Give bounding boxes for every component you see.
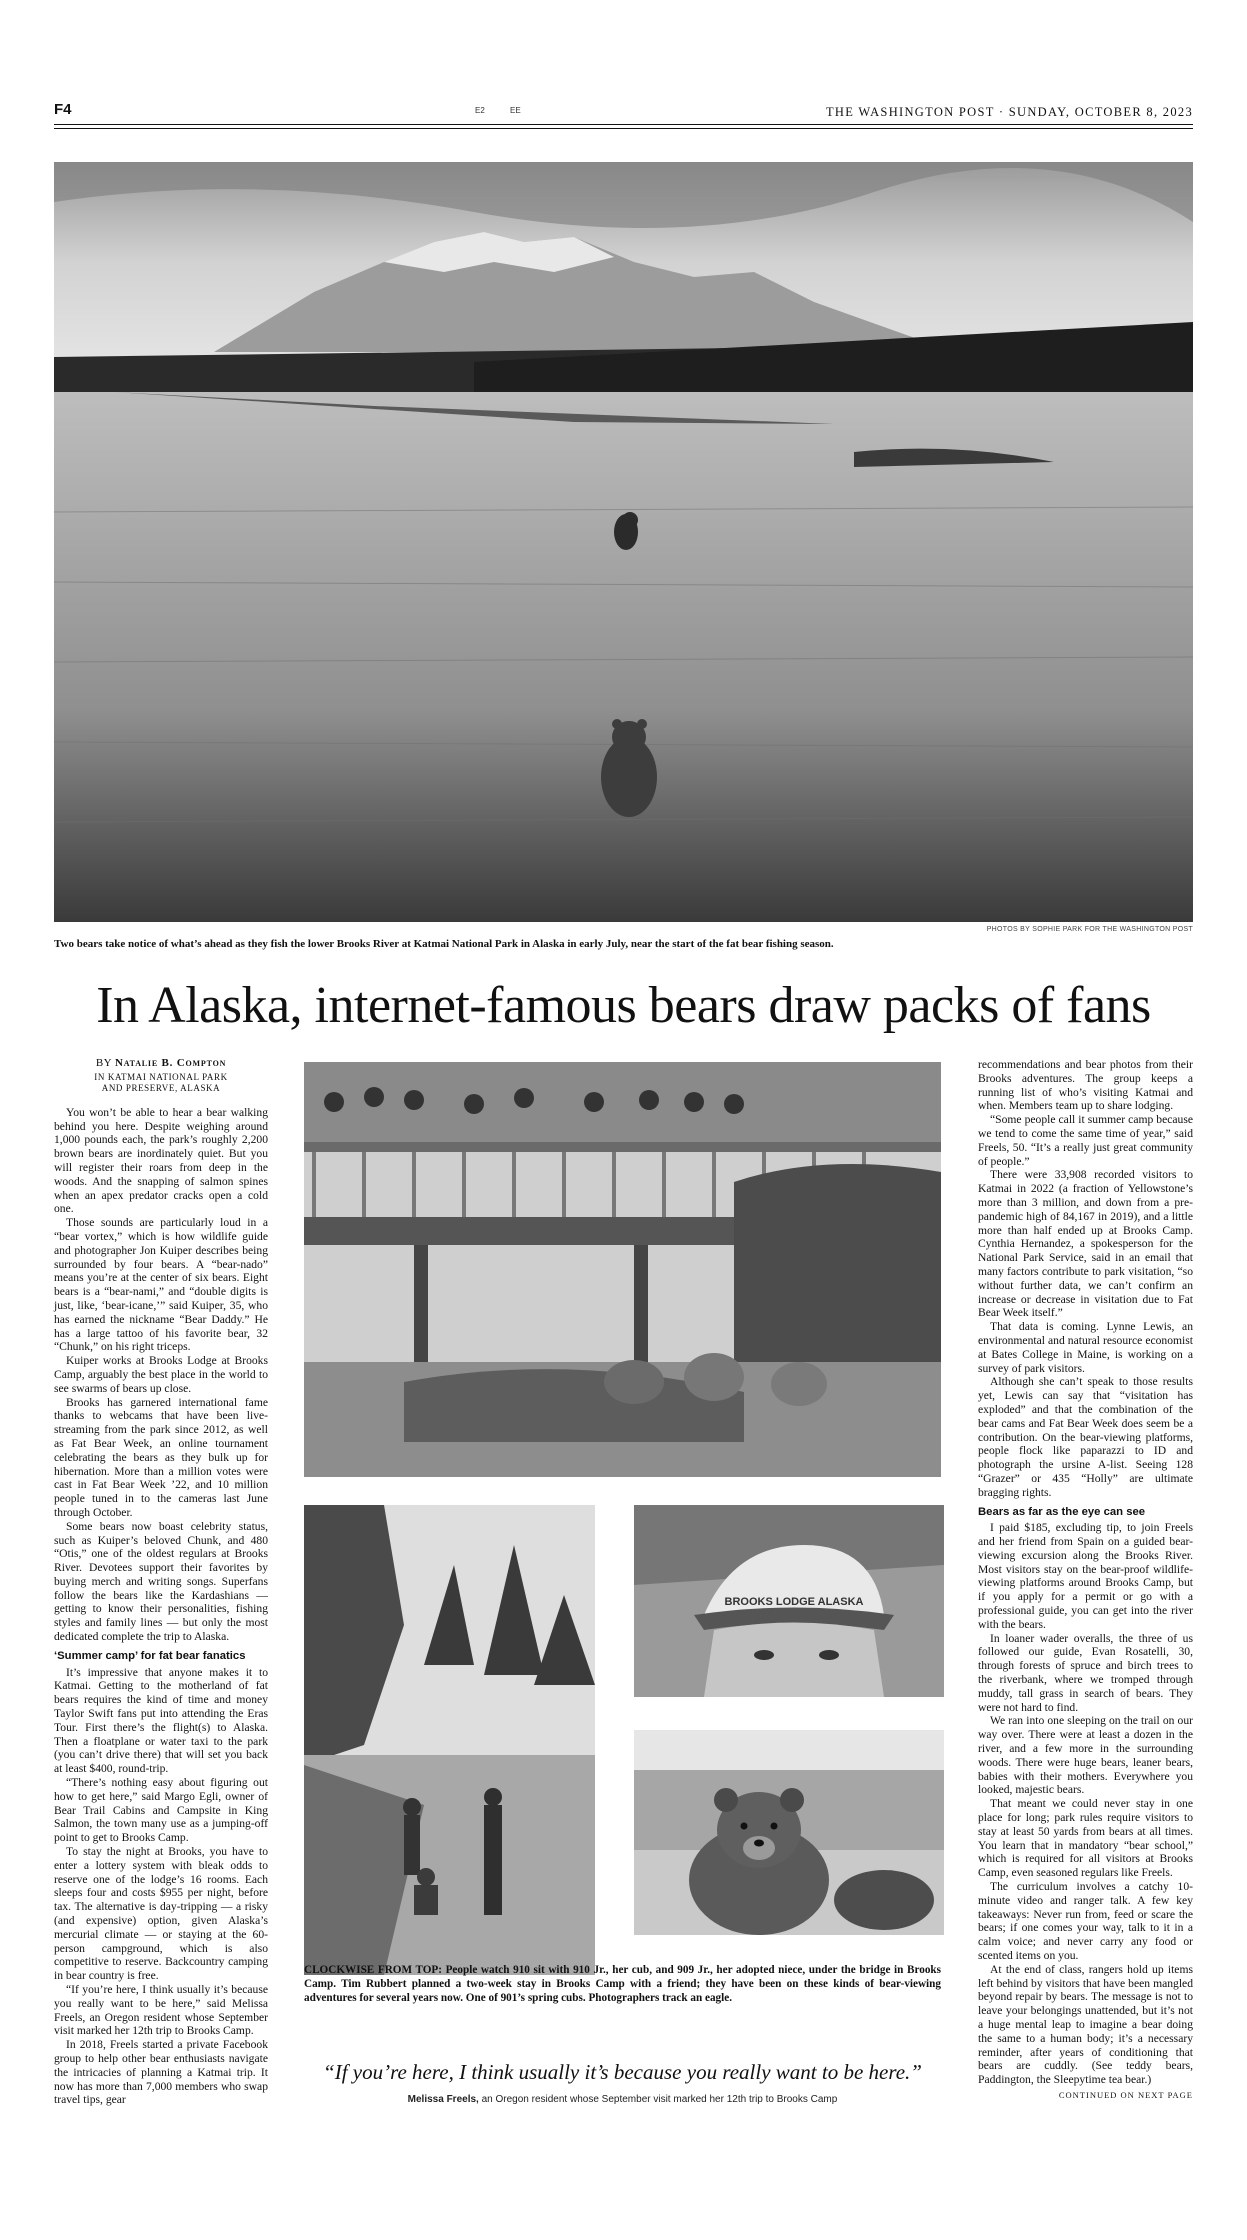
continued-notice: CONTINUED ON NEXT PAGE <box>1058 2089 1193 2100</box>
paragraph: To stay the night at Brooks, you have to enter a lottery system with bleak odds to reserve one of the lodge’s 16 rooms. Each sleeps four and costs $955 per night, before tax. The alternative is day-tripping — a risky (and expensive) option, given Alaska’s mercurial climate — or staying at the 60-person campground, which is also competitive to reserve. Backcountry camping in bear country is free. <box>54 1845 268 1983</box>
paragraph: It’s impressive that anyone makes it to Katmai. Getting to the motherland of fat bears requires the kind of time and money Taylor Swift fans put into attending the Eras Tour. First there’s the flight(s) to Alaska. Then a floatplane or water taxi to the park (you can’t drive there) that will set you back at least $400, round-trip. <box>54 1665 268 1776</box>
paragraph: In loaner wader overalls, the three of us followed our guide, Evan Rosatelli, 30, through forests of spruce and birch trees to the riverbank, where we tromped through muddy, tall grass in search of bears. They were not hard to find. <box>978 1631 1193 1714</box>
photo-bear-cub <box>634 1730 944 1935</box>
dateline <box>54 1072 268 1094</box>
paragraph: At the end of class, rangers hold up items left behind by visitors that have been mangled beyond repair by bears. The message is not to leave your belongings unattended, but it’s not a huge mental leap to imagine a bear doing the same to a human body; it’s a necessary reminder, after years of conditioning that bears are cuddly. (See teddy bears, Paddington, the Sleepytime tea bear.) <box>978 1962 1193 2087</box>
paragraph: “Some people call it summer camp because we tend to come the same time of year,” said Freels, 50. “It’s a really just great community of people.” <box>978 1113 1193 1168</box>
edition-mark: E2 <box>475 106 485 115</box>
photo-credit: PHOTOS BY SOPHIE PARK FOR THE WASHINGTON POST <box>986 926 1193 933</box>
paragraph: You won’t be able to hear a bear walking behind you here. Despite weighing around 1,000 pounds each, the park’s roughly 2,200 brown bears are inordinately quiet. But you will register their roars from deep in the woods. And the snapping of salmon spines when an apex predator cracks open a cold one. <box>54 1105 268 1216</box>
photo-man-with-cap <box>634 1505 944 1697</box>
subhead: ‘Summer camp’ for fat bear fanatics <box>54 1649 246 1662</box>
pull-quote-name: Melissa Freels, <box>407 2094 479 2105</box>
photo-photographers-river <box>304 1505 595 1975</box>
subhead: Bears as far as the eye can see <box>978 1505 1146 1518</box>
header-rule <box>54 128 1193 129</box>
paragraph: That meant we could never stay in one place for long; park rules require visitors to stay at least 50 yards from bears at all times. You learn that in mandatory “bear school,” which is required for all visitors at Brooks Camp, even seasoned regulars like Freels. <box>978 1797 1193 1880</box>
dateline-line: AND PRESERVE, ALASKA <box>101 1082 221 1093</box>
left-text-column <box>54 1057 268 2107</box>
paragraph: Although she can’t speak to those results yet, Lewis can say that “visitation has exploded” and that the combination of the bear cams and Fat Bear Week does seem be a contribution. On the bear-viewing platforms, people flock like paparazzi to ID and photograph the ursine A-list. Seeing 128 “Grazer” or 435 “Holly” are ultimate bragging rights. <box>978 1375 1193 1499</box>
paragraph: recommendations and bear photos from their Brooks adventures. The group keeps a running list of who’s visiting Katmai and when. Members team up to share lodging. <box>978 1058 1193 1113</box>
photo-grid-caption: CLOCKWISE FROM TOP: People watch 910 sit with 910 Jr., her cub, and 909 Jr., her adopted niece, under the bridge in Brooks Camp. Tim Rubbert planned a two-week stay in Brooks Camp with a friend; they have been on these kinds of bear-viewing adventures for several years now. One of 901’s spring cubs. Photographers track an eagle. <box>304 1964 941 2004</box>
byline <box>54 1057 268 1071</box>
pull-quote-attribution <box>304 2094 941 2105</box>
paragraph: Those sounds are particularly loud in a “bear vortex,” which is how wildlife guide and photographer Jon Kuiper describes being surrounded by four bears. A “bear-nado” means you’re at the center of six bears. Eight bears is a “bear-nami,” and “double digits is just, like, ‘bear-icane,’” said Kuiper, 35, who has earned the nickname “Bear Daddy.” He has a large tattoo of his favorite bear, 32 “Chunk,” on his right triceps. <box>54 1216 268 1354</box>
byline-author: Natalie B. Compton <box>114 1057 227 1069</box>
edition-mark: EE <box>510 106 521 115</box>
headline: In Alaska, internet-famous bears draw packs of fans <box>96 977 1151 1034</box>
paragraph: The curriculum involves a catchy 10-minute video and ranger talk. A few key takeaways: Never run from, feed or scare the bears; if one comes your way, talk to it in a calm voice; and never carry any food or scented items on you. <box>978 1880 1193 1962</box>
page-folio: F4 <box>54 101 72 118</box>
cap-logo-text: BROOKS LODGE ALASKA <box>724 1596 864 1608</box>
paragraph: Kuiper works at Brooks Lodge at Brooks Camp, arguably the best place in the world to see swarms of bears up close. <box>54 1354 268 1395</box>
header-rule <box>54 124 1193 125</box>
lead-photo-river-bears <box>54 162 1193 922</box>
paragraph: That data is coming. Lynne Lewis, an environmental and natural resource economist at Bates College in Maine, is working on a survey of park visitors. <box>978 1320 1193 1375</box>
pull-quote-description: an Oregon resident whose September visit marked her 12th trip to Brooks Camp <box>478 2094 838 2105</box>
paragraph: There were 33,908 recorded visitors to Katmai in 2022 (a fraction of Yellowstone’s more than 3 million, and down from a pre-pandemic high of 84,167 in 2019), and a little more than half ended up at Brooks Camp. Cynthia Hernandez, a spokesperson for the National Park Service, said in an email that many factors contribute to park visitation, “so without further data, we can’t confirm an increase or decrease in visitation due to Fat Bear Week itself.” <box>978 1168 1193 1320</box>
right-text-column <box>978 1058 1193 2103</box>
publication-date: THE WASHINGTON POST · SUNDAY, OCTOBER 8, 2023 <box>826 105 1193 119</box>
dateline-line: IN KATMAI NATIONAL PARK <box>94 1071 228 1082</box>
byline-prefix: BY <box>95 1057 112 1069</box>
paragraph: “There’s nothing easy about figuring out how to get here,” said Margo Egli, owner of Bear Trail Cabins and Campsite in King Salmon, the town many use as a jumping-off point to get to Brooks Camp. <box>54 1776 268 1845</box>
paragraph: Brooks has garnered international fame thanks to webcams that have been live-streaming from the park since 2012, as well as Fat Bear Week, an online tournament celebrating the bears as they bulk up for hibernation. More than a million votes were cast in Fat Bear Week ’22, and 10 million people tuned in to the cameras last June through October. <box>54 1395 268 1519</box>
paragraph: In 2018, Freels started a private Facebook group to help other bear enthusiasts navigate the intricacies of planning a Katmai trip. It now has more than 7,000 members who swap travel tips, gear <box>54 2038 268 2107</box>
lead-photo-caption: Two bears take notice of what’s ahead as they fish the lower Brooks River at Katmai National Park in Alaska in early July, near the start of the fat bear fishing season. <box>54 938 834 950</box>
pull-quote: “If you’re here, I think usually it’s because you really want to be here.” <box>323 2060 922 2084</box>
paragraph: We ran into one sleeping on the trail on our way over. There were at least a dozen in the river, and a few more in the surrounding woods. There were huge bears, leaner bears, babies with their mothers. Everywhere you looked, majestic bears. <box>978 1714 1193 1797</box>
photo-bridge-viewing-platform <box>304 1062 941 1477</box>
paragraph: Some bears now boast celebrity status, such as Kuiper’s beloved Chunk, and 480 “Otis,” one of the oldest regulars at Brooks River. Devotees support their favorites by buying merch and writing songs. Superfans follow the bears like the Kardashians — getting to know their personalities, fishing styles and family lines — but only the most dedicated complete the trip to Alaska. <box>54 1519 268 1644</box>
paragraph: “If you’re here, I think usually it’s because you really want to be here,” said Melissa Freels, an Oregon resident whose September visit marked her 12th trip to Brooks Camp. <box>54 1983 268 2038</box>
paragraph: I paid $185, excluding tip, to join Freels and her friend from Spain on a guided bear-viewing excursion along the Brooks River. Most visitors stay on the bear-proof wildlife-viewing platforms around Brooks Camp, but if you apply for a permit or go with a professional guide, you can get into the river with the bears. <box>978 1521 1193 1631</box>
